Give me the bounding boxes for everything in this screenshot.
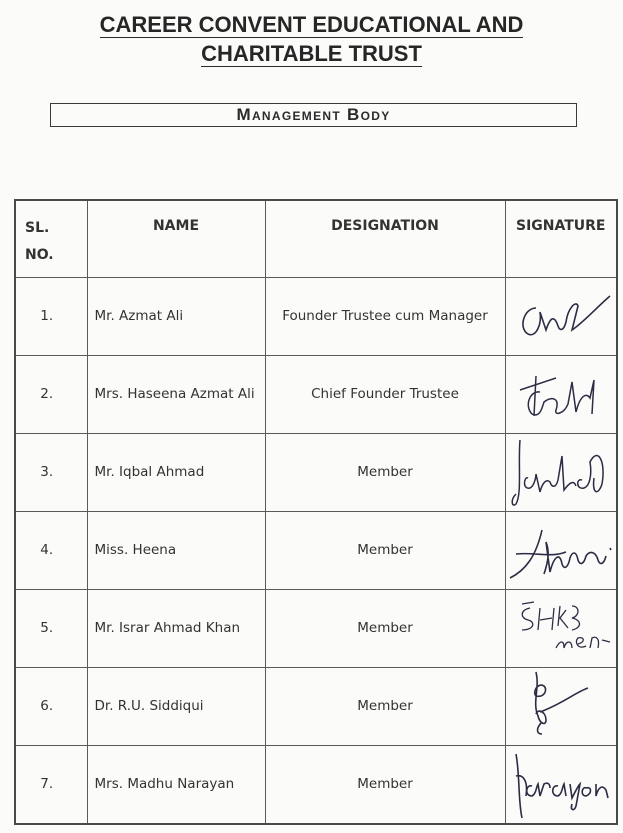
cell-designation: Chief Founder Trustee: [265, 355, 505, 433]
signature-7-icon: [506, 746, 618, 823]
table-row: [15, 511, 617, 589]
cell-designation: Member: [265, 433, 505, 511]
table-row: [15, 355, 617, 433]
section-heading: Management Body: [236, 105, 391, 124]
cell-sl: 2.: [15, 355, 87, 433]
title-line-2: CHARITABLE TRUST: [201, 41, 422, 66]
signature-6-icon: [506, 668, 618, 745]
header-signature: SIGNATURE: [505, 200, 617, 277]
cell-name: Miss. Heena: [87, 511, 265, 589]
cell-designation: Member: [265, 511, 505, 589]
cell-name: Dr. R.U. Siddiqui: [87, 667, 265, 745]
cell-sl: 5.: [15, 589, 87, 667]
cell-sl: 4.: [15, 511, 87, 589]
table-row: [15, 589, 617, 667]
management-table: [14, 199, 618, 825]
signature-cell: [505, 277, 617, 355]
table-row: [15, 667, 617, 745]
cell-name: Mr. Azmat Ali: [87, 277, 265, 355]
cell-designation: Member: [265, 667, 505, 745]
header-name: NAME: [87, 200, 265, 277]
signature-1-icon: [506, 278, 618, 355]
table-row: [15, 745, 617, 824]
cell-name: Mrs. Haseena Azmat Ali: [87, 355, 265, 433]
cell-designation: Member: [265, 589, 505, 667]
signature-3-icon: [506, 434, 618, 511]
document-title: [0, 10, 623, 68]
signature-cell: [505, 667, 617, 745]
signature-4-icon: [506, 512, 618, 589]
cell-sl: 3.: [15, 433, 87, 511]
signature-cell: [505, 589, 617, 667]
table-row: [15, 277, 617, 355]
cell-name: Mrs. Madhu Narayan: [87, 745, 265, 824]
section-heading-box: [50, 103, 577, 127]
cell-sl: 1.: [15, 277, 87, 355]
header-designation: DESIGNATION: [265, 200, 505, 277]
table-row: [15, 433, 617, 511]
table-header-row: [15, 200, 617, 277]
signature-2-icon: [506, 356, 618, 433]
signature-cell: [505, 745, 617, 824]
cell-name: Mr. Iqbal Ahmad: [87, 433, 265, 511]
cell-designation: Member: [265, 745, 505, 824]
cell-sl: 7.: [15, 745, 87, 824]
header-sl-no: SL. NO.: [15, 200, 87, 277]
cell-sl: 6.: [15, 667, 87, 745]
signature-5-icon: [506, 590, 618, 667]
title-line-1: CAREER CONVENT EDUCATIONAL AND: [99, 12, 524, 37]
signature-cell: [505, 433, 617, 511]
cell-name: Mr. Israr Ahmad Khan: [87, 589, 265, 667]
signature-cell: [505, 511, 617, 589]
signature-cell: [505, 355, 617, 433]
cell-designation: Founder Trustee cum Manager: [265, 277, 505, 355]
